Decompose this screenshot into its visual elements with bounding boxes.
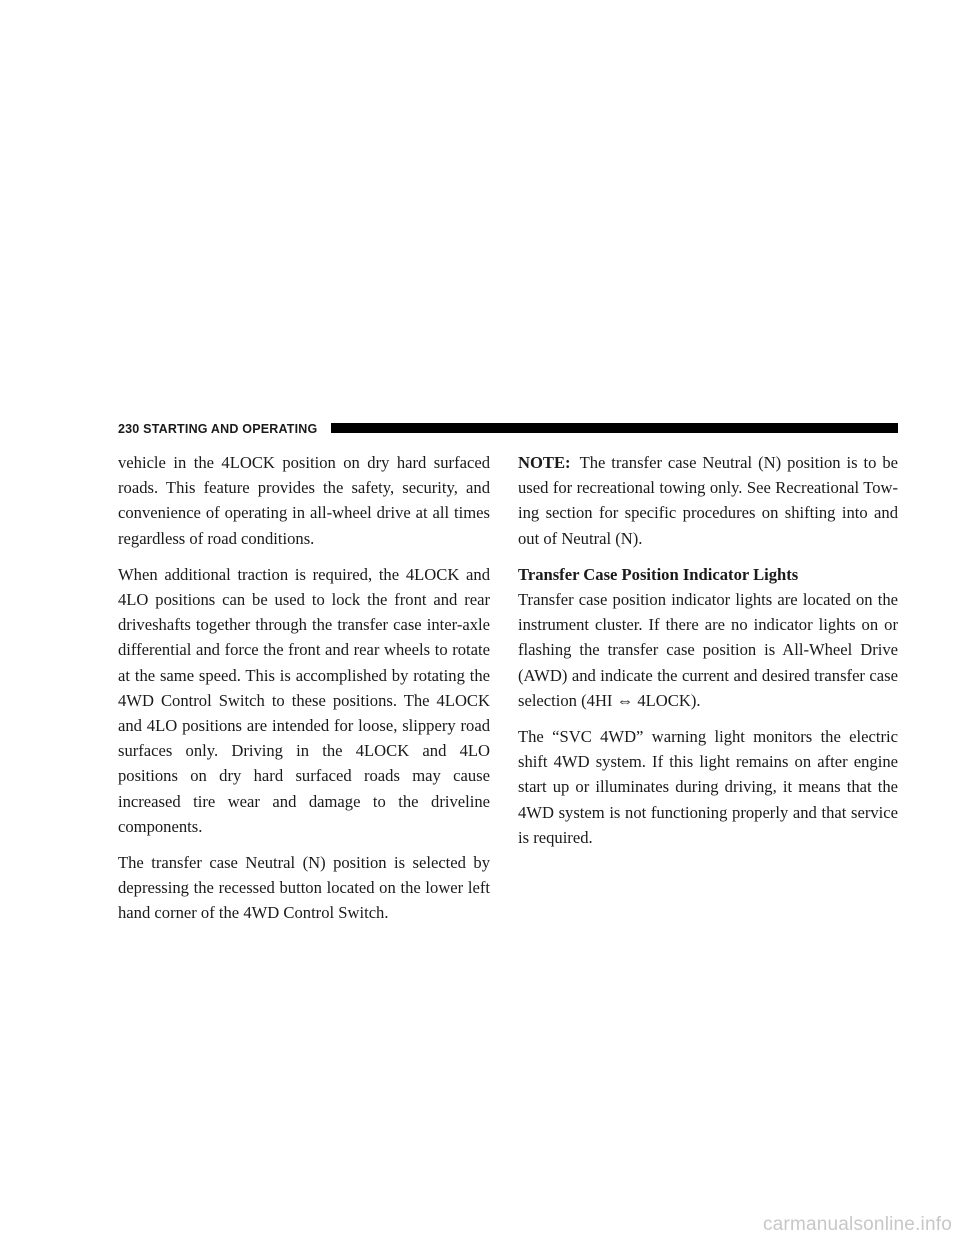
paragraph-indicator-lights: Transfer case position indicator lights are located on the instrument cluster. If there are no indicator lights on or flashing the transfer case position is All-Wheel Drive (AWD) and indicate the current and desired transfer case selection (4HI ⇔ 4LOCK). bbox=[518, 590, 898, 710]
paragraph-svc-4wd: The “SVC 4WD” warning light monitors the electric shift 4WD system. If this light remains on after engine start up or illuminates during driving, it means that the 4WD system is not functioning properly and that service is required. bbox=[518, 727, 898, 847]
page-header bbox=[118, 420, 898, 438]
note-text: The transfer case Neutral (N) position is to be used for recreational towing only. See Recreational Tow-ing section for specific procedures on shifting into and out of Neutral (N). bbox=[518, 453, 898, 548]
paragraph-4lock-dry-roads: vehicle in the 4LOCK position on dry hard surfaced roads. This feature provides the safety, security, and convenience of operating in all-wheel drive at all times regardless of road conditions. bbox=[118, 453, 490, 548]
left-column bbox=[118, 450, 490, 937]
header-rule bbox=[331, 423, 898, 433]
footer-watermark: carmanualsonline.info bbox=[762, 1214, 952, 1235]
note-block bbox=[518, 450, 898, 551]
paragraph-additional-traction: When additional traction is required, the 4LOCK and 4LO positions can be used to lock the front and rear driveshafts together through the transfer case inter-axle differential and force the front and rear wheels to rotate at the same speed. This is accomplished by rotating the 4WD Control Switch to these positions. The 4LOCK and 4LO positions are intended for loose, slippery road surfaces only. Driving in the 4LOCK and 4LO positions on dry hard surfaced roads may cause increased tire wear and damage to the driveline components. bbox=[118, 564, 490, 836]
section-subheading: Transfer Case Position Indicator Lights bbox=[518, 564, 799, 584]
section-title: STARTING AND OPERATING bbox=[143, 422, 318, 436]
paragraph-neutral-position: The transfer case Neutral (N) position is selected by depressing the recessed button located on the lower left hand corner of the 4WD Control Switch. bbox=[118, 853, 490, 923]
page-number: 230 bbox=[118, 422, 140, 436]
note-label: NOTE: bbox=[518, 453, 571, 472]
header-text bbox=[118, 421, 317, 437]
right-column bbox=[518, 450, 898, 861]
